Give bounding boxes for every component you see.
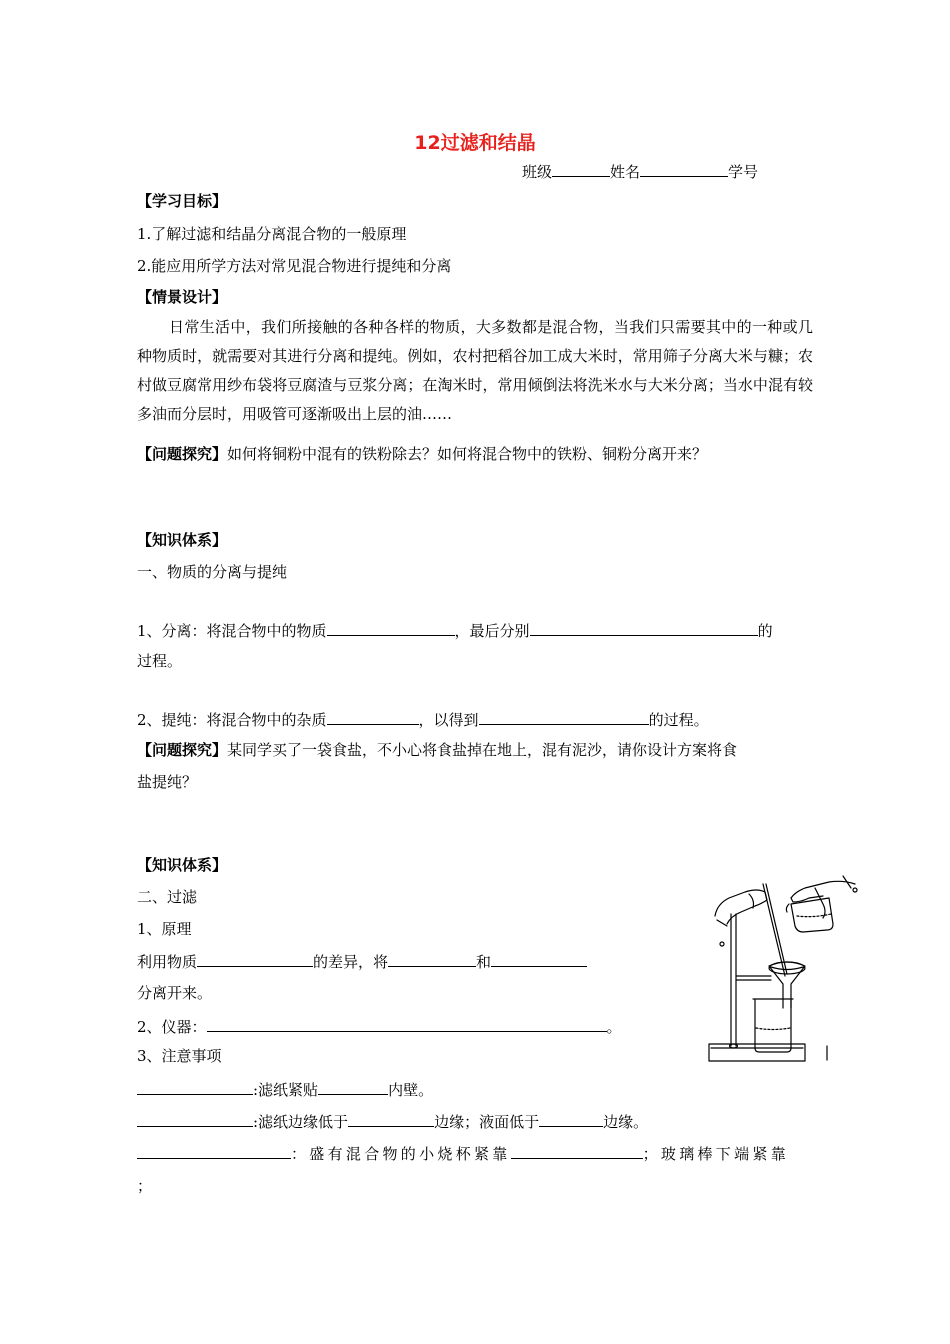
note-1 <box>137 1078 433 1100</box>
note-2-blank-2[interactable] <box>348 1110 434 1127</box>
inquiry-2-text: 某同学买了一袋食盐，不小心将食盐掉在地上，混有泥沙，请你设计方案将食 <box>227 741 738 759</box>
inquiry-2-heading: 【问题探究】 <box>137 741 228 759</box>
goal-2: 2.能应用所学方法对常见混合物进行提纯和分离 <box>137 257 452 275</box>
note-1-blank-1[interactable] <box>137 1078 253 1095</box>
part-2-title: 二、过滤 <box>137 888 198 906</box>
note-3 <box>137 1142 789 1164</box>
note-2-blank-3[interactable] <box>539 1110 603 1127</box>
note-1-blank-2[interactable] <box>318 1078 388 1095</box>
principle-title: 1、原理 <box>137 920 192 938</box>
separation-definition <box>137 619 773 641</box>
separation-blank-1[interactable] <box>327 619 455 636</box>
note-3-blank-1[interactable] <box>137 1142 291 1159</box>
page-title: 12过滤和结晶 <box>414 132 536 154</box>
instrument-blank[interactable] <box>207 1015 607 1032</box>
class-label: 班级 <box>522 163 553 181</box>
goals-heading: 【学习目标】 <box>137 192 228 210</box>
separation-mid: ，最后分别 <box>454 622 530 640</box>
class-blank[interactable] <box>552 160 610 177</box>
note-3-blank-2[interactable] <box>511 1142 643 1159</box>
name-blank[interactable] <box>640 160 728 177</box>
notes-title: 3、注意事项 <box>137 1047 222 1065</box>
note-1-text-b: 内壁。 <box>388 1081 434 1099</box>
separation-blank-2[interactable] <box>530 619 758 636</box>
principle-prefix: 利用物质 <box>137 953 198 971</box>
instrument-prefix: 2、仪器： <box>137 1018 207 1036</box>
separation-prefix: 1、分离：将混合物中的物质 <box>137 622 327 640</box>
note-2-text-b: 边缘；液面低于 <box>434 1113 540 1131</box>
principle-blank-1[interactable] <box>197 950 313 967</box>
principle-blank-2[interactable] <box>388 950 476 967</box>
number-label: 学号 <box>728 163 759 181</box>
separation-suffix: 的 <box>757 622 773 640</box>
note-2-text-c: 边缘。 <box>603 1113 649 1131</box>
inquiry-1-heading: 【问题探究】 <box>137 445 228 463</box>
inquiry-2 <box>137 740 737 760</box>
inquiry-1-text: 如何将铜粉中混有的铁粉除去？如何将混合物中的铁粉、铜粉分离开来？ <box>227 445 708 463</box>
note-2-text-a: :滤纸边缘低于 <box>253 1113 349 1131</box>
principle-line <box>137 950 587 972</box>
name-label: 姓名 <box>610 163 641 181</box>
principle-blank-3[interactable] <box>491 950 587 967</box>
goal-1: 1.了解过滤和结晶分离混合物的一般原理 <box>137 225 407 243</box>
purification-prefix: 2、提纯：将混合物中的杂质 <box>137 711 327 729</box>
note-3-cont: ； <box>137 1177 153 1195</box>
scenario-text: 日常生活中，我们所接触的各种各样的物质，大多数都是混合物，当我们只需要其中的一种或几种物质时，就需要对其进行分离和提纯。例如，农村把稻谷加工成大米时，常用筛子分离大米与糠；农村做豆腐常用纱布袋将豆腐渣与豆浆分离；在淘米时，常用倾倒法将洗米水与大米分离；当水中混有较多油而分层时，用吸管可逐渐吸出上层的油…… <box>137 318 813 423</box>
principle-mid-2: 和 <box>476 953 492 971</box>
note-1-text-a: :滤纸紧贴 <box>253 1081 319 1099</box>
inquiry-1 <box>137 444 707 464</box>
knowledge-heading-1: 【知识体系】 <box>137 531 228 549</box>
note-3-text-a: ：盛有混合物的小烧杯紧靠 <box>291 1145 511 1163</box>
purification-suffix: 的过程。 <box>648 711 709 729</box>
knowledge-heading-2: 【知识体系】 <box>137 856 228 874</box>
principle-mid-1: 的差异，将 <box>313 953 389 971</box>
left-hand <box>715 890 767 924</box>
instrument-suffix: 。 <box>606 1018 622 1036</box>
scenario-heading: 【情景设计】 <box>137 288 228 306</box>
inquiry-2-cont: 盐提纯？ <box>137 773 198 791</box>
note-2-blank-1[interactable] <box>137 1110 253 1127</box>
filtration-apparatus-illustration <box>705 868 861 1068</box>
part-1-title: 一、物质的分离与提纯 <box>137 563 288 581</box>
note-3-text-b: ；玻璃棒下端紧靠 <box>642 1145 790 1163</box>
note-2 <box>137 1110 648 1132</box>
instrument-line <box>137 1015 622 1037</box>
separation-cont: 过程。 <box>137 652 183 670</box>
principle-cont: 分离开来。 <box>137 984 213 1002</box>
student-info <box>522 160 758 182</box>
purification-definition <box>137 708 709 730</box>
purification-mid: ，以得到 <box>418 711 479 729</box>
purification-blank-2[interactable] <box>479 708 649 725</box>
purification-blank-1[interactable] <box>327 708 419 725</box>
